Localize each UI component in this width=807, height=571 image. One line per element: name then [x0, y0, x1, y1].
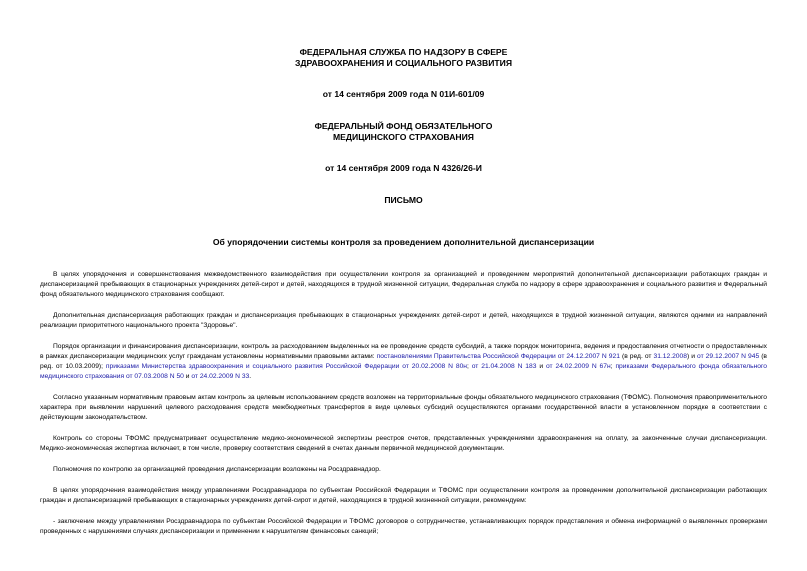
issuer-2-line-2: МЕДИЦИНСКОГО СТРАХОВАНИЯ: [333, 132, 474, 142]
issuer-2-date: от 14 сентября 2009 года N 4326/26-И: [325, 163, 482, 173]
issuer-1-line-1: ФЕДЕРАЛЬНАЯ СЛУЖБА ПО НАДЗОРУ В СФЕРЕ: [299, 47, 508, 57]
paragraph-3-text-1: Порядок организации и финансирования диспансеризации, контроль за расходованием выделенных на ее проведение средств субсидий, а также порядок мониторинга, ведения и предоставления отчетности о предоставленных в рамках диспансеризации медицинских услуг гражданам установлены нормативными правовыми актами:: [40, 343, 767, 360]
paragraph-3-text-2: (в ред. от: [619, 353, 654, 360]
link-ffoms-order-33[interactable]: от 24.02.2009 N 33: [191, 373, 250, 380]
paragraph-3-text-8: и: [183, 373, 192, 380]
issuer-1: [40, 47, 767, 69]
issuer-2-line-1: ФЕДЕРАЛЬНЫЙ ФОНД ОБЯЗАТЕЛЬНОГО: [314, 121, 493, 131]
link-ministry-order-67n[interactable]: от 24.02.2009 N 67н: [545, 363, 611, 370]
link-edition-31-12-2008[interactable]: 31.12.2008: [653, 353, 687, 360]
link-ffoms-order-50[interactable]: приказами Федерального фонда обязательного медицинского страхования от 07.03.2008 N 50: [40, 363, 768, 380]
issuer-2: [40, 121, 767, 143]
link-ministry-order-183[interactable]: от 21.04.2008 N 183: [471, 363, 537, 370]
paragraph-3-text-5: ;: [466, 363, 472, 370]
paragraph-3-text-4: (в ред. от 10.03.2009);: [40, 353, 767, 370]
document-type: ПИСЬМО: [384, 195, 423, 205]
paragraph-1: В целях упорядочения и совершенствования межведомственного взаимодействия при осуществлении контроля за организацией и проведением мероприятий дополнительной диспансеризации работающих граждан и диспансеризацией пребывающих в стационарных учреждениях детей-сирот и детей, находящихся в трудной жизненной ситуации, Федеральная служба по надзору в сфере здравоохранения и социального развития и Федеральный фонд обязательного медицинского страхования сообщают.: [40, 271, 767, 298]
link-government-decree-921[interactable]: постановлениями Правительства Российской Федерации от 24.12.2007 N 921: [376, 353, 620, 360]
link-government-decree-945[interactable]: от 29.12.2007 N 945: [697, 353, 760, 360]
document-body: [40, 270, 767, 537]
document-subject: Об упорядочении системы контроля за проведением дополнительной диспансеризации: [212, 237, 595, 247]
paragraph-3-text-9: .: [249, 373, 252, 380]
issuer-1-date: от 14 сентября 2009 года N 01И-601/09: [322, 89, 485, 99]
paragraph-3-text-7: ;: [610, 363, 616, 370]
paragraph-5: Контроль со стороны ТФОМС предусматривает осуществление медико-экономической экспертизы реестров счетов, представленных учреждениями здравоохранения на оплату, за законченные случаи диспансеризации. Медико-экономическая экспертиза включает, в том числе, проверку соответствия сведений в счетах данным первичной медицинской документации.: [40, 435, 767, 452]
paragraph-7: В целях упорядочения взаимодействия между управлениями Росздравнадзора по субъектам Российской Федерации и ТФОМС при осуществлении контроля за проведением дополнительной диспансеризации работающих граждан и диспансеризацией пребывающих в стационарных учреждениях детей-сирот и детей, находящихся в трудной жизненной ситуации, рекомендуем:: [40, 487, 767, 504]
paragraph-2: Дополнительная диспансеризация работающих граждан и диспансеризация пребывающих в стационарных учреждениях детей-сирот и детей, находящихся в трудной жизненной ситуации, являются одними из направлений реализации приоритетного национального проекта "Здоровье".: [40, 312, 767, 329]
paragraph-4: Согласно указанным нормативным правовым актам контроль за целевым использованием средств возложен на территориальные фонды обязательного медицинского страхования (ТФОМС). Полномочия правоприменительного характера при выявлении нарушений целевого расходования средств межбюджетных трансфертов в виде целевых субсидий осуществляются органами государственной власти в установленном порядке в соответствии с действующим законодательством.: [40, 394, 767, 421]
paragraph-3-text-3: ) и: [686, 353, 697, 360]
paragraph-8: - заключение между управлениями Росздравнадзора по субъектам Российской Федерации и ТФОМС договоров о сотрудничестве, устанавливающих порядок представления и обмена информацией о выявленных проверками проведенных с нарушениями случаях диспансеризации и применении к нарушителям финансовых санкций;: [40, 518, 767, 535]
document-header: [40, 47, 767, 248]
link-ministry-order-80n[interactable]: приказами Министерства здравоохранения и социального развития Российской Федерации от 20.02.2008 N 80н: [105, 363, 467, 370]
paragraph-3: [40, 342, 767, 382]
paragraph-6: Полномочия по контролю за организацией проведения диспансеризации возложены на Росздравнадзор.: [53, 466, 381, 473]
paragraph-3-text-6: и: [536, 363, 546, 370]
issuer-1-line-2: ЗДРАВООХРАНЕНИЯ И СОЦИАЛЬНОГО РАЗВИТИЯ: [294, 58, 512, 68]
